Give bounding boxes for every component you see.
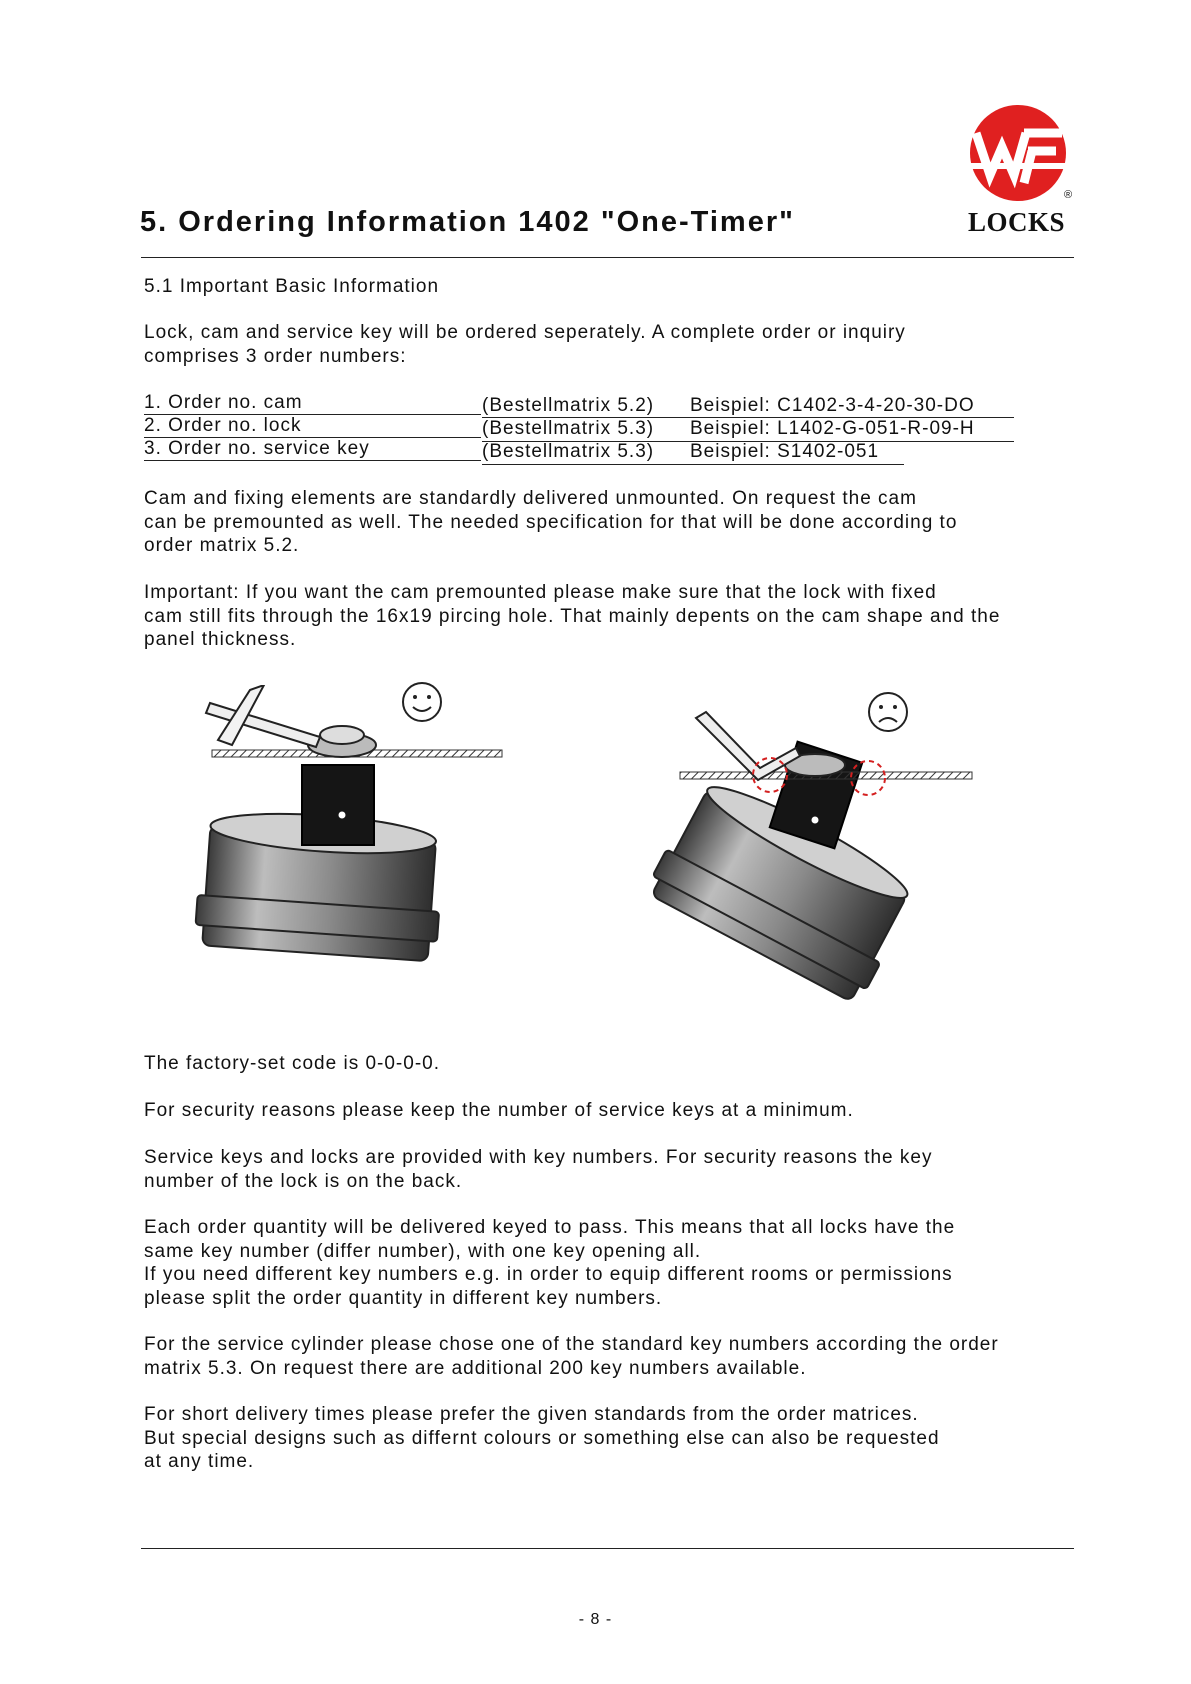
text-line: number of the lock is on the back. — [144, 1170, 463, 1192]
text-line: For short delivery times please prefer the given standards from the order matrices. — [144, 1404, 919, 1425]
smiley-face-icon — [400, 680, 444, 724]
text-line: Lock, cam and service key will be ordered seperately. A complete order or inquiry — [144, 322, 906, 343]
page-title: 5. Ordering Information 1402 "One-Timer" — [140, 206, 795, 238]
text-line: If you need different key numbers e.g. in order to equip different rooms or permissions — [144, 1264, 953, 1285]
text-line: matrix 5.3. On request there are additional 200 key numbers available. — [144, 1357, 807, 1379]
text-line: Cam and fixing elements are standardly delivered unmounted. On request the cam — [144, 488, 917, 509]
factory-code-paragraph — [144, 1052, 440, 1076]
order-matrix: (Bestellmatrix 5.3) — [482, 418, 655, 439]
sad-face-icon — [866, 690, 910, 734]
company-logo — [958, 103, 1078, 243]
logo-text: LOCKS — [968, 207, 1066, 237]
wf-monogram-icon — [958, 103, 1078, 203]
page-number: - 8 - — [578, 1611, 613, 1628]
key-numbers-paragraph — [144, 1146, 932, 1193]
text-line: comprises 3 order numbers: — [144, 345, 407, 367]
text-line: can be premounted as well. The needed specification for that will be done according to — [144, 511, 958, 533]
order-underline — [482, 464, 904, 465]
text-line: For security reasons please keep the number of service keys at a minimum. — [144, 1100, 854, 1121]
order-label: 2. Order no. lock — [144, 415, 302, 436]
illustration-cam-fits — [192, 685, 512, 1005]
cam — [696, 712, 800, 780]
order-label: 3. Order no. service key — [144, 438, 370, 459]
service-cylinder-paragraph — [144, 1333, 999, 1380]
text-line: Important: If you want the cam premounted please make sure that the lock with fixed — [144, 582, 937, 603]
text-line: The factory-set code is 0-0-0-0. — [144, 1053, 440, 1074]
order-example: Beispiel: C1402-3-4-20-30-DO — [690, 395, 975, 416]
order-matrix: (Bestellmatrix 5.3) — [482, 441, 655, 462]
text-line: Service keys and locks are provided with key numbers. For security reasons the key — [144, 1147, 933, 1168]
order-label: 1. Order no. cam — [144, 392, 303, 413]
order-example: Beispiel: S1402-051 — [690, 441, 880, 462]
delivery-paragraph — [144, 1403, 940, 1474]
text-line: Each order quantity will be delivered keyed to pass. This means that all locks have the — [144, 1217, 956, 1238]
header-rule — [141, 257, 1074, 258]
text-line: same key number (differ number), with one key opening all. — [144, 1240, 702, 1262]
order-matrix: (Bestellmatrix 5.2) — [482, 395, 655, 416]
important-paragraph — [144, 581, 1000, 652]
order-example: Beispiel: L1402-G-051-R-09-H — [690, 418, 975, 439]
text-line: cam still fits through the 16x19 pircing hole. That mainly depents on the cam shape and the — [144, 605, 1001, 627]
lock-neck — [302, 765, 374, 845]
cam-paragraph — [144, 487, 957, 558]
text-line: But special designs such as differnt colours or something else can also be requested — [144, 1427, 940, 1449]
footer-rule — [141, 1548, 1074, 1549]
text-line: order matrix 5.2. — [144, 535, 300, 556]
order-numbers-table — [0, 392, 1191, 472]
keyed-to-pass-paragraph — [144, 1216, 955, 1310]
security-paragraph — [144, 1099, 854, 1123]
registered-mark: ® — [1064, 189, 1073, 201]
illustration-cam-blocked — [610, 690, 980, 1010]
text-line: panel thickness. — [144, 629, 297, 650]
text-line: please split the order quantity in different key numbers. — [144, 1287, 663, 1309]
order-underline — [144, 460, 481, 461]
section-heading: 5.1 Important Basic Information — [144, 276, 440, 297]
text-line: at any time. — [144, 1451, 255, 1472]
intro-paragraph — [144, 321, 906, 368]
text-line: For the service cylinder please chose one of the standard key numbers according the order — [144, 1334, 999, 1355]
